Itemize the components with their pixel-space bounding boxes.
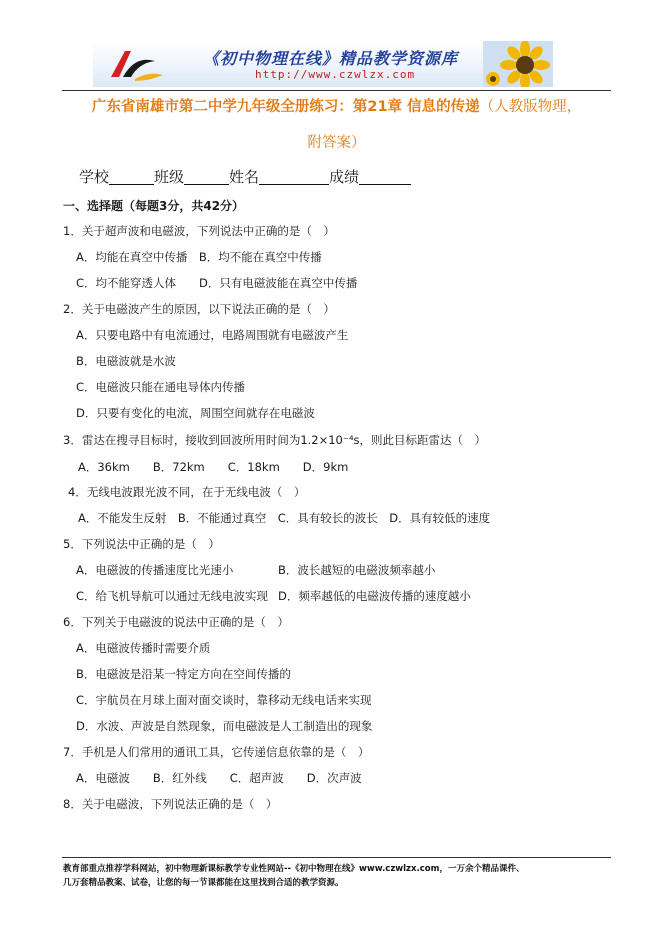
- question-2-option-d: D．只要有变化的电流，周围空间就存在电磁波: [76, 406, 315, 420]
- name-label: 姓名: [229, 168, 260, 186]
- question-2-stem: 2．关于电磁波产生的原因，以下说法正确的是（ ）: [63, 302, 335, 316]
- question-5-option-c: C．给飞机导航可以通过无线电波实现: [76, 589, 269, 603]
- question-2-option-a: A．只要电路中有电流通过，电路周围就有电磁波产生: [76, 328, 349, 342]
- question-5-option-a: A．电磁波的传播速度比光速小: [76, 563, 234, 577]
- question-1-options-cd: C．均不能穿透人体 D．只有电磁波能在真空中传播: [76, 276, 358, 290]
- question-3-options: A．36km B．72km C．18km D．9km: [78, 460, 349, 474]
- score-label: 成绩: [329, 168, 360, 186]
- question-7-stem: 7．手机是人们常用的通讯工具，它传递信息依靠的是（ ）: [63, 745, 370, 759]
- footer-rule: [62, 857, 611, 858]
- sunflower-icon: [483, 41, 553, 87]
- document-title-line2: 附答案）: [307, 135, 366, 151]
- site-logo-icon: [105, 47, 165, 83]
- footer-line-1: 教育部重点推荐学科网站，初中物理新课标教学专业性网站--《初中物理在线》www.czwlzx.com，一万余个精品课件、: [63, 864, 525, 874]
- class-label: 班级: [154, 168, 185, 186]
- question-1-stem: 1．关于超声波和电磁波，下列说法中正确的是（ ）: [63, 224, 335, 238]
- question-5-option-b: B．波长越短的电磁波频率越小: [278, 563, 436, 577]
- question-4-stem: 4．无线电波跟光波不同，在于无线电波（ ）: [68, 485, 306, 499]
- question-7-options: A．电磁波 B．红外线 C．超声波 D．次声波: [76, 771, 362, 785]
- question-6-option-b: B．电磁波是沿某一特定方向在空间传播的: [76, 667, 291, 681]
- footer-line-2: 几万套精品教案、试卷，让您的每一节课都能在这里找到合适的教学资源。: [63, 878, 344, 888]
- banner-title: 《初中物理在线》精品教学资源库: [203, 49, 459, 68]
- document-title: 广东省南雄市第二中学九年级全册练习：第21章 信息的传递（人教版物理，: [91, 99, 582, 115]
- class-blank[interactable]: [184, 168, 229, 185]
- name-blank[interactable]: [259, 168, 329, 185]
- question-2-option-b: B．电磁波就是水波: [76, 354, 176, 368]
- question-6-option-a: A．电磁波传播时需要介质: [76, 641, 211, 655]
- header-rule: [62, 90, 611, 91]
- question-6-option-c: C．宇航员在月球上面对面交谈时，靠移动无线电话来实现: [76, 693, 372, 707]
- school-blank[interactable]: [109, 168, 154, 185]
- question-1-options-ab: A．均能在真空中传播 B．均不能在真空中传播: [76, 250, 322, 264]
- header-banner: [93, 41, 553, 87]
- school-label: 学校: [79, 168, 110, 186]
- question-3-stem: 3．雷达在搜寻目标时，接收到回波所用时间为1.2×10⁻⁴s，则此目标距雷达（ ）: [63, 433, 487, 447]
- score-blank[interactable]: [359, 168, 411, 185]
- question-2-option-c: C．电磁波只能在通电导体内传播: [76, 380, 246, 394]
- question-6-stem: 6．下列关于电磁波的说法中正确的是（ ）: [63, 615, 289, 629]
- question-5-stem: 5．下列说法中正确的是（ ）: [63, 537, 220, 551]
- student-info-row: [79, 166, 411, 187]
- banner-url[interactable]: http://www.czwlzx.com: [255, 68, 416, 81]
- question-6-option-d: D．水波、声波是自然现象，而电磁波是人工制造出的现象: [76, 719, 373, 733]
- question-4-options: A．不能发生反射 B．不能通过真空 C．具有较长的波长 D．具有较低的速度: [78, 511, 491, 525]
- question-8-stem: 8．关于电磁波，下列说法正确的是（ ）: [63, 797, 278, 811]
- section-title: 一、选择题（每题3分，共42分）: [63, 199, 245, 213]
- question-5-option-d: D．频率越低的电磁波传播的速度越小: [278, 589, 471, 603]
